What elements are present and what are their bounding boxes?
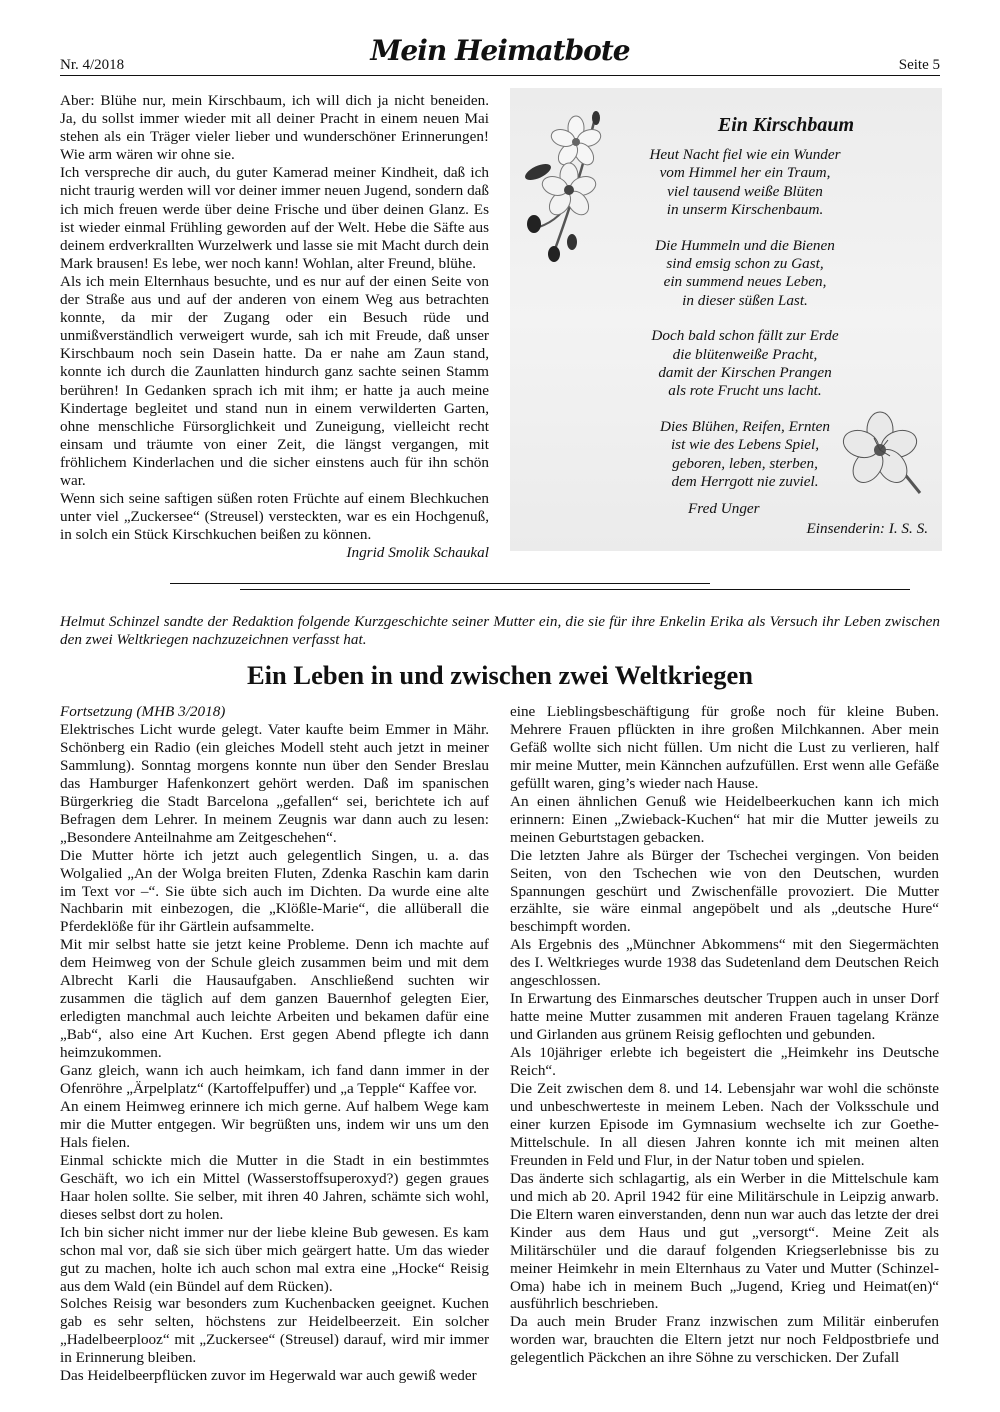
essay-paragraph: Aber: Blühe nur, mein Kirschbaum, ich will dich ja nicht beneiden. Ja, du sollst immer wieder mit all deiner Pracht in einem neuen Mai stehen als ein Träger vieler lieber und wunderschöner Erinnerungen! Wie arm wären wir ohne sie. <box>60 92 489 164</box>
cherry-blossom-illustration <box>835 408 930 498</box>
article-paragraph: Ganz gleich, wann ich auch heimkam, ich fand dann immer in der Ofenröhre „Ärpelplatz“ (Kartoffelpuffer) und „a Tepple“ Kaffee vor. <box>60 1062 489 1098</box>
masthead-logo: Mein Heimatbote <box>370 34 630 67</box>
header-rule <box>60 75 940 76</box>
poem-line: Heut Nacht fiel wie ein Wunder <box>649 146 841 163</box>
article-paragraph: In Erwartung des Einmarsches deutscher Truppen auch in unser Dorf hatte meine Mutter zusammen mit anderen Frauen tagelang Kränze und Girlanden aus grünem Reisig geflochten und gebunden. <box>510 990 939 1044</box>
poem-line: damit der Kirschen Prangen <box>658 364 832 382</box>
article-paragraph: Die letzten Jahre als Bürger der Tschechei vergingen. Von beiden Seiten, von den Tschechen wie von den Deutschen, wurden Spannungen geschürt und Zwischenfälle provoziert. Die Mutter erzählte, sie wäre einmal angepöbelt und als „deutsche Hure“ beschimpft worden. <box>510 846 939 936</box>
separator-rule <box>240 589 910 590</box>
article-paragraph: An einen ähnlichen Genuß wie Heidelbeerkuchen kann ich mich erinnern: Einen „Zwieback-Kuchen“ hat mir die Mutter jeweils zu meinen Geburtstagen gebacken. <box>510 792 939 846</box>
poem-stanza <box>605 146 885 220</box>
poem-box <box>510 88 942 551</box>
article-paragraph: Die Zeit zwischen dem 8. und 14. Lebensjahr war wohl die schönste und unbeschwerteste in meinem Leben. Nach der Volksschule und einer kurzen Episode im Gymnasium wechselte ich zur Goethe-Mittelschule. In all diesen Jahren konnte ich mit meinen alten Freunden in Feld und Flur, in der Natur toben und spielen. <box>510 1080 939 1169</box>
poem-line: in dieser süßen Last. <box>682 291 808 309</box>
article-paragraph: Als 10jähriger erlebte ich begeistert die „Heimkehr ins Deutsche Reich“. <box>510 1044 939 1080</box>
article-paragraph: Das Heidelbeerpflücken zuvor im Hegerwald war auch gewiß weder <box>60 1367 477 1385</box>
poem-stanza <box>605 327 885 401</box>
poem-line: Dies Blühen, Reifen, Ernten <box>660 417 830 435</box>
poem-line: dem Herrgott nie zuviel. <box>671 473 819 491</box>
poem-line: ist wie des Lebens Spiel, <box>670 436 820 454</box>
poem-line: Die Hummeln und die Bienen <box>655 236 835 254</box>
poem-sender: Einsenderin: I. S. S. <box>806 520 928 537</box>
essay-signature: Ingrid Smolik Schaukal <box>346 544 489 562</box>
poem-line: Doch bald schon fällt zur Erde <box>651 327 839 345</box>
article-paragraph: Da auch mein Bruder Franz inzwischen zum Militär einberufen worden war, brauchten die Eltern jetzt nur noch Feldpostbriefe und gelegentlich Päckchen an ihre Söhne zu verschicken. Der Zufall <box>510 1313 939 1367</box>
poem-line: viel tausend weiße Blüten <box>667 182 823 200</box>
poem-line: vom Himmel her ein Traum, <box>659 164 831 182</box>
poem-line: in unserm Kirschenbaum. <box>666 201 824 219</box>
cherry-blossom-branch-illustration <box>524 102 614 272</box>
article-headline: Ein Leben in und zwischen zwei Weltkriegen <box>247 660 753 690</box>
article-column-right <box>510 703 939 1367</box>
essay-paragraph: Ich verspreche dir auch, du guter Kamerad meiner Kindheit, daß ich nicht traurig werden will vor deiner immer neuen Jugend, sondern daß ich mich freuen werde über deine Frische und über deinen Glanz. Es ist wieder einmal Frühling geworden auf der Welt. Hebe die Säfte aus deinem erdverkrallten Wurzelwerk und lasse sie mit Macht durch dein Mark brausen! Es lebe, wer noch kann! Wohlan, alter Freund, blühe. <box>60 164 489 272</box>
poem-title: Ein Kirschbaum <box>717 114 855 136</box>
poem-line: die blütenweiße Pracht, <box>672 345 818 363</box>
article-paragraph: Mit mir selbst hatte sie jetzt keine Probleme. Denn ich machte auf dem Heimweg von der Schule gleich zusammen beim und mit dem Albrecht Karli die Hausaufgaben. Anschließend suchten wir zusammen die täglich auf dem ganzen Bauernhof gelegten Eier, erledigten manchmal auch leichte Arbeiten und bekamen dafür eine „Bab“, also eine Art Kuchen. Erst gegen Abend pflegte ich dann heimzukommen. <box>60 936 489 1062</box>
essay-paragraph: Wenn sich seine saftigen süßen roten Früchte auf einem Blechkuchen unter viel „Zuckersee“ (Streusel) versteckten, war es ein Hochgenuß, in solch ein Stück Kirschkuchen beißen zu können. <box>60 490 489 544</box>
article-column-left <box>60 703 489 1385</box>
separator-rule <box>170 583 710 584</box>
issue-number: Nr. 4/2018 <box>60 57 125 73</box>
article-paragraph: Elektrisches Licht wurde gelegt. Vater kaufte beim Emmer in Mähr. Schönberg ein Radio (ein gleiches Modell steht auch jetzt in meiner Sammlung). Sonntag morgens konnte nun über den Sender Breslau das Hamburger Hafenkonzert gehört werden. Daß im spanischen Bürgerkrieg die Stadt Barcelona „gefallen“ sei, berichtete ich auf Befragen dem Lehrer. In meinem Zeugnis war dann auch zu lesen: „Besondere Anteilnahme am Zeitgeschehen“. <box>60 720 489 846</box>
poem-author: Fred Unger <box>688 500 760 517</box>
essay-paragraph: Als ich mein Elternhaus besuchte, und es nur auf der einen Seite von der Straße aus und auf der anderen von einem Weg aus betrachten konnte, da mir der Zugang oder ein Besuch rüde und unmißverständlich verweigert wurde, sah ich mit Freude, daß unser Kirschbaum noch sein Dasein hatte. Da er nahe am Zaun stand, konnte ich durch die Zaunlatten hindurch ganz sachte seinen Stamm berühren! In Gedanken sprach ich mit ihm; er hatte ja auch meine Kindertage begleitet und stand nun in einem verwilderten Garten, ohne menschliche Fürsorglichkeit und Zuneigung, vielleicht recht einsam und träumte von einer Zeit, die längst vergangen, mit fröhlichem Kinderlachen und die sicher einstens auch für ihn schön war. <box>60 272 489 489</box>
article-paragraph: Die Mutter hörte ich jetzt auch gelegentlich Singen, u. a. das Wolgalied „An der Wolga breiten Fluten, Zdenka Raschin kam darin im Text vor –“. Sie übte sich auch im Dichten. Da wurde eine alte Nachbarin mit einbezogen, die „Klößle-Marie“, die allüberall die Pferdeklöße für ihr Gärtlein aufsammelte. <box>60 846 489 936</box>
article-paragraph: Ich bin sicher nicht immer nur der liebe kleine Bub gewesen. Es kam schon mal vor, daß sie sich über mich geärgert hatte. Um das wieder gut zu machen, holte ich auch schon mal extra eine „Hocke“ Reisig aus dem Wald (ein Bündel auf dem Rücken). <box>60 1223 489 1295</box>
poem-line: geboren, leben, sterben, <box>672 454 818 472</box>
article-intro: Helmut Schinzel sandte der Redaktion folgende Kurzgeschichte seiner Mutter ein, die sie für ihre Enkelin Erika als Versuch ihr Leben zwischen den zwei Weltkriegen nachzuzeichnen verfasst hat. <box>60 613 940 649</box>
article-paragraph: An einem Heimweg erinnere ich mich gerne. Auf halbem Wege kam mir die Mutter entgegen. Wir begrüßten uns, indem wir uns um den Hals fielen. <box>60 1097 489 1151</box>
article-paragraph: Das änderte sich schlagartig, als ein Werber in die Mittelschule kam und mich ab 20. April 1942 für eine Militärschule in Leipzig anwarb. Die Eltern waren einverstanden, denn nun war auch das letzte der drei Kinder aus dem Haus und gut „versorgt“. Meine Zeit als Militärschüler und die darauf folgenden Kriegserlebnisse bis zu meiner Heimkehr in mein Elternhaus zu Vater und Mutter (Schinzel-Oma) habe ich in meinem Buch „Jugend, Krieg und Heimat(en)“ ausführlich beschrieben. <box>510 1169 939 1313</box>
page-header <box>60 30 940 76</box>
article-paragraph: Einmal schickte mich die Mutter in die Stadt in ein bestimmtes Geschäft, wo ich ein Mittel (Wasserstoffsuperoxyd?) gegen graues Haar holen sollte. Sie selber, mit ihren 40 Jahren, schämte sich wohl, dieses selbst dort zu holen. <box>60 1151 489 1223</box>
essay-column <box>60 92 489 562</box>
poem-stanza <box>605 237 885 311</box>
poem-line: ein summend neues Leben, <box>663 273 827 291</box>
article-paragraph: Solches Reisig war besonders zum Kuchenbacken geeignet. Kuchen gab es sehr selten, höchstens zur Heidelbeerzeit. Ein solcher „Hadelbeerplooz“ mit „Zuckersee“ (Streusel) darauf, wird mir immer in Erinnerung bleiben. <box>60 1295 489 1367</box>
continuation-note: Fortsetzung (MHB 3/2018) <box>60 703 226 720</box>
poem-line: als rote Frucht uns lacht. <box>668 382 822 400</box>
article-paragraph: Als Ergebnis des „Münchner Abkommens“ mit den Siegermächten des I. Weltkrieges wurde 1938 das Sudetenland dem Deutschen Reich angeschlossen. <box>510 936 939 990</box>
article-paragraph: eine Lieblingsbeschäftigung für große noch für kleine Buben. Mehrere Frauen pflückten in ihre großen Milchkannen. Aber mein Gefäß wollte sich nicht füllen. Um nicht die Lust zu verlieren, half mir meine Mutter, mein Kännchen aufzufüllen. Erst wenn alle Gefäße gefüllt waren, ging’s wieder nach Hause. <box>510 703 939 792</box>
page-number: Seite 5 <box>898 57 940 73</box>
poem-line: sind emsig schon zu Gast, <box>666 255 824 273</box>
